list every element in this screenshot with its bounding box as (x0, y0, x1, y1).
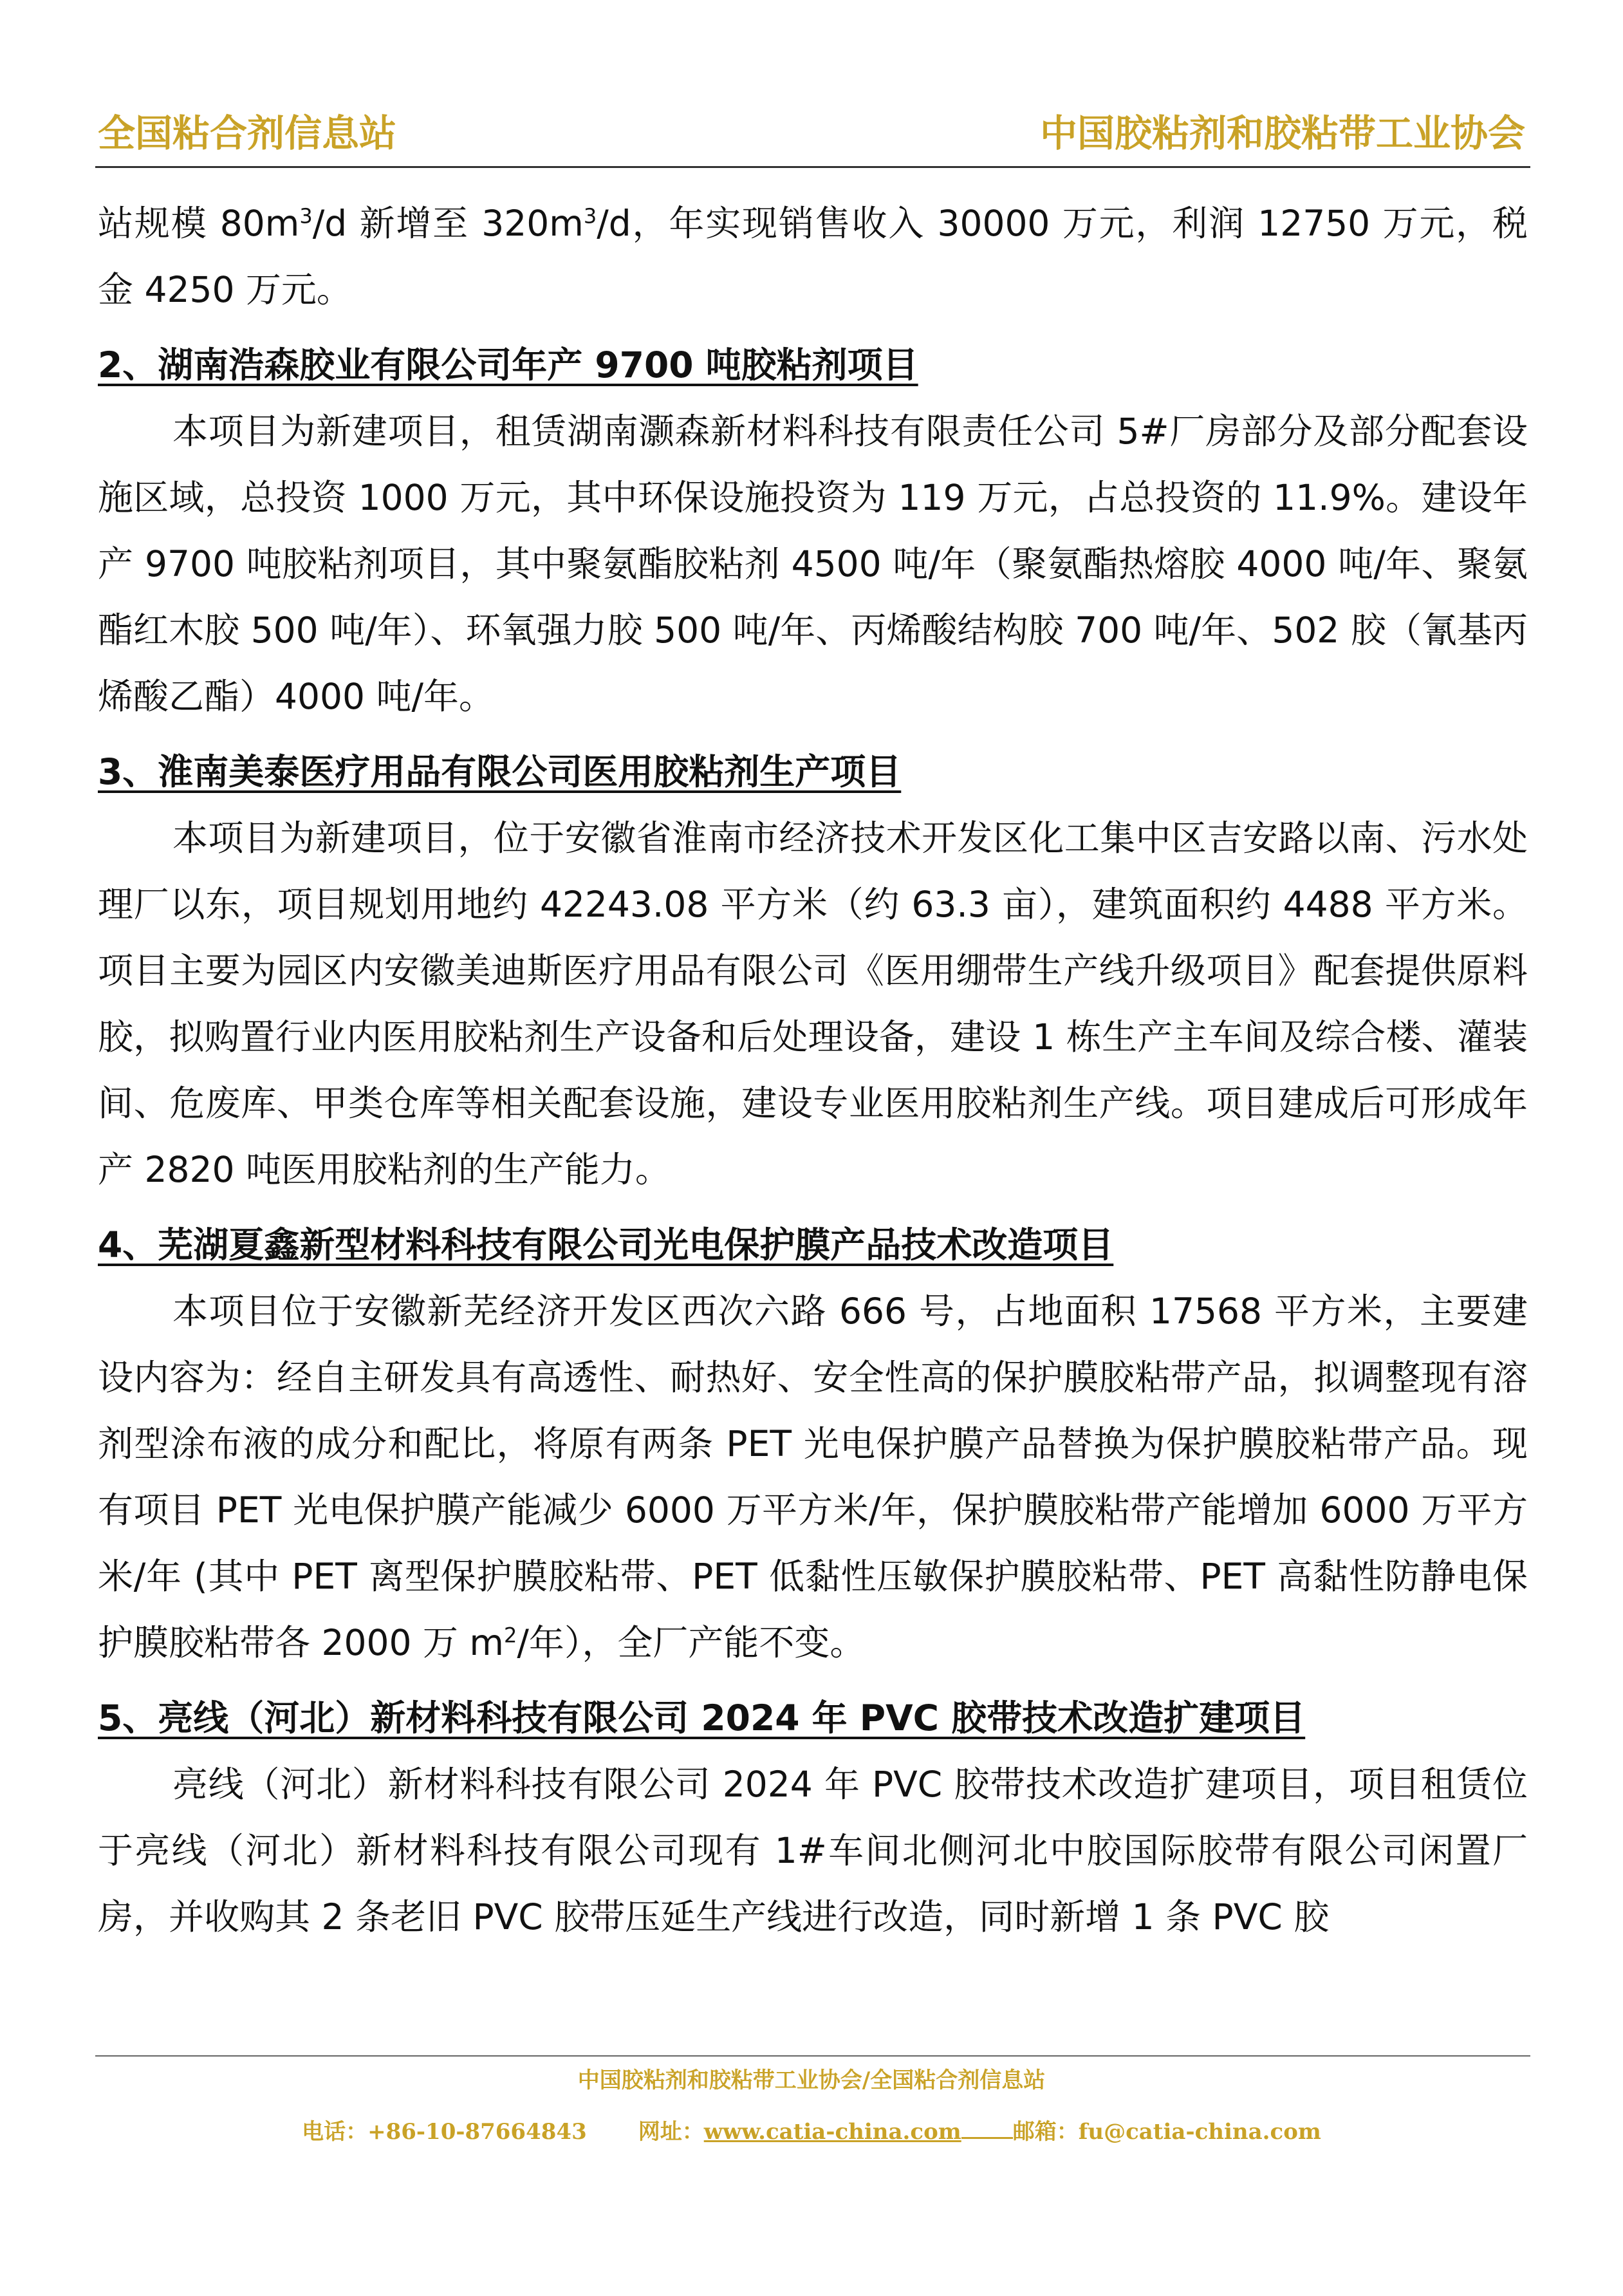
section-heading-5: 5、亮线（河北）新材料科技有限公司 2024 年 PVC 胶带技术改造扩建项目 (98, 1697, 1306, 1739)
intro-paragraph: 站规模 $80m^3/d$ 新增至 $320m^3/d$，年实现销售收入 30000 万元，利润 12750 万元，税金 4250 万元。 (98, 203, 1528, 310)
header-right-title: 中国胶粘剂和胶粘带工业协会 (1039, 111, 1525, 155)
footer-website-label: 网址： (638, 2119, 704, 2145)
footer-email[interactable]: 邮箱：fu@catia-china.com (1012, 2119, 1321, 2145)
section-body-5: 亮线（河北）新材料科技有限公司 2024 年 PVC 胶带技术改造扩建项目，项目租赁位于亮线（河北）新材料科技有限公司现有 1#车间北侧河北中胶国际胶带有限公司闲置厂房，并收购其 2 条老旧 PVC 胶带压延生产线进行改造，同时新增 1 条 PVC 胶 (98, 1764, 1528, 1937)
section-heading-2: 2、湖南浩森胶业有限公司年产 9700 吨胶粘剂项目 (98, 344, 918, 386)
header-divider (95, 166, 1530, 168)
footer-phone: 电话：+86-10-87664843 (302, 2119, 587, 2145)
section-body-4: 本项目位于安徽新芜经济开发区西次六路 666 号，占地面积 17568 平方米，主要建设内容为：经自主研发具有高透性、耐热好、安全性高的保护膜胶粘带产品，拟调整现有溶剂型涂布液的成分和配比，将原有两条 PET 光电保护膜产品替换为保护膜胶粘带产品。现有项目 PET 光电保护膜产能减少 6000 万平方米/年，保护膜胶粘带产能增加 6000 万平方米/年 (其中 PET 离型保护膜胶粘带、PET 低黏性压敏保护膜胶粘带、PET 高黏性防静电保护膜胶粘带各 2000 万 $m^2/$年），全厂产能不变。 (98, 1291, 1528, 1663)
section-body-2: 本项目为新建项目，租赁湖南灏森新材料科技有限责任公司 5#厂房部分及部分配套设施区域，总投资 1000 万元，其中环保设施投资为 119 万元，占总投资的 11.9%。建设年产 9700 吨胶粘剂项目，其中聚氨酯胶粘剂 4500 吨/年（聚氨酯热熔胶 4000 吨/年、聚氨酯红木胶 500 吨/年）、环氧强力胶 500 吨/年、丙烯酸结构胶 700 吨/年、502 胶（氰基丙烯酸乙酯）4000 吨/年。 (98, 411, 1528, 717)
section-heading-4: 4、芜湖夏鑫新型材料科技有限公司光电保护膜产品技术改造项目 (98, 1224, 1114, 1265)
footer-org-line: 中国胶粘剂和胶粘带工业协会/全国粘合剂信息站 (577, 2067, 1046, 2093)
footer-contact-line (0, 2118, 1623, 2146)
section-body-3: 本项目为新建项目，位于安徽省淮南市经济技术开发区化工集中区吉安路以南、污水处理厂以东，项目规划用地约 42243.08 平方米（约 63.3 亩），建筑面积约 4488 平方米。项目主要为园区内安徽美迪斯医疗用品有限公司《医用绷带生产线升级项目》配套提供原料胶，拟购置行业内医用胶粘剂生产设备和后处理设备，建设 1 栋生产主车间及综合楼、灌装间、危废库、甲类仓库等相关配套设施，建设专业医用胶粘剂生产线。项目建成后可形成年产 2820 吨医用胶粘剂的生产能力。 (98, 817, 1528, 1190)
document-body (98, 191, 1528, 1950)
footer-website-link[interactable]: www.catia-china.com (703, 2119, 961, 2145)
header-left-title: 全国粘合剂信息站 (98, 111, 397, 155)
section-heading-3: 3、淮南美泰医疗用品有限公司医用胶粘剂生产项目 (98, 751, 902, 792)
footer-divider (95, 2055, 1530, 2057)
